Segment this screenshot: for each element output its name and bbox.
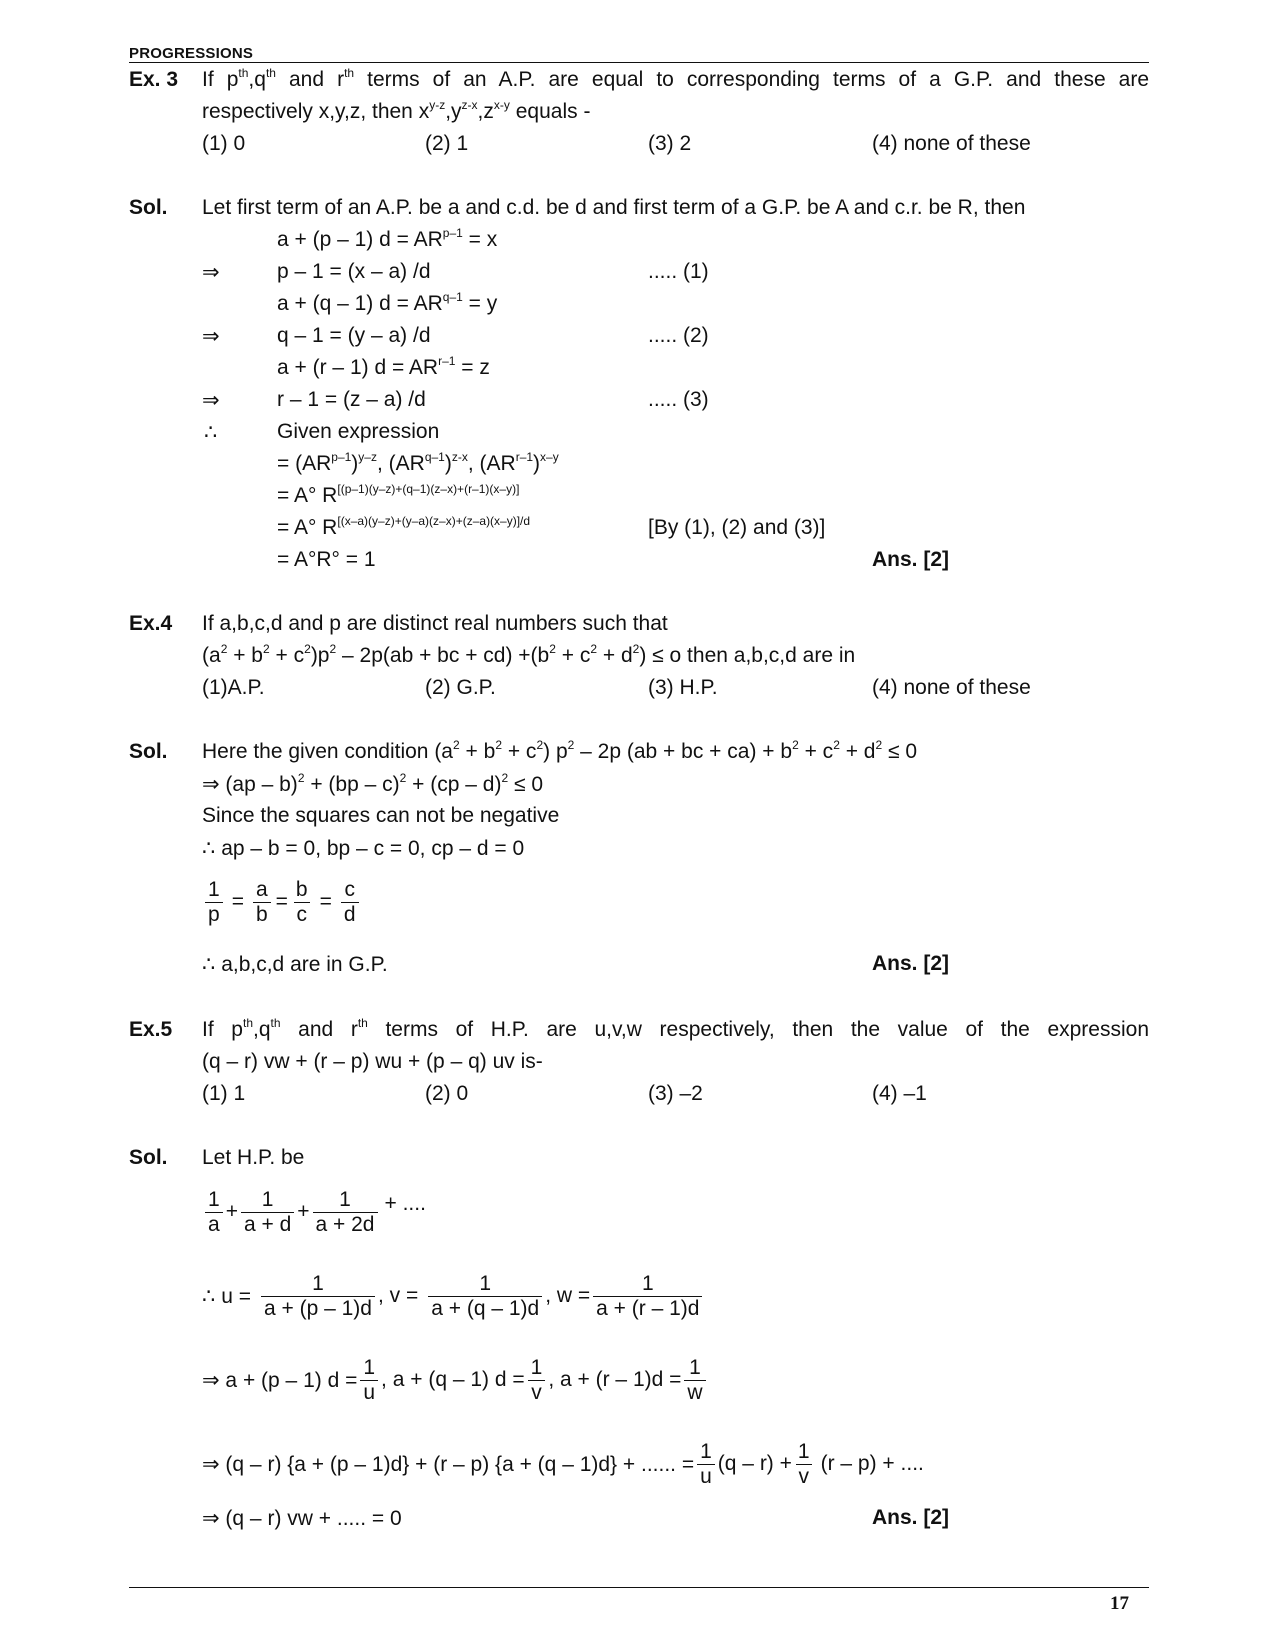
ex3-given-expression: Given expression (277, 420, 440, 443)
implies-symbol: ⇒ (202, 325, 220, 348)
ex5-hp-series: $\frac{1}{a}$ + $\frac{1}{a + d}$ + $\frac{1}{a + 2d}$ + .... (202, 1188, 426, 1236)
ex5-reciprocal-relations: ⇒ a + (p – 1) d = $\frac{1}{u}$ , a + (q – 1) d = $\frac{1}{v}$ , a + (r – 1)d = $\frac{1}{w}$ (202, 1356, 709, 1404)
ex4-sol-label: Sol. (129, 740, 168, 763)
fraction: $\frac{c}{d}$ (341, 878, 359, 926)
ex4-label: Ex.4 (129, 612, 173, 635)
ex3-sol-intro: Let first term of an A.P. be a and c.d. be d and first term of a G.P. be A and c.r. be R, then (202, 196, 1026, 219)
running-header: PROGRESSIONS (129, 45, 254, 62)
ex4-sol-line-4: ∴ ap – b = 0, bp – c = 0, cp – d = 0 (202, 837, 525, 860)
fraction: $\frac{1}{a}$ (205, 1188, 223, 1236)
ex3-eq-8: = $(AR^{p-1})^{y-z}$, $(AR^{q-1})^{z-x}$, $(AR^{r-1})^{x-y}$ (277, 450, 559, 475)
ex5-answer: Ans. [2] (872, 1506, 950, 1529)
ex4-sol-line-3: Since the squares can not be negative (202, 804, 560, 827)
ex3-eq-ref-3: ..... (3) (648, 388, 709, 411)
ex4-ratio-fractions: $\frac{1}{p}$ = $\frac{a}{b}$ = $\frac{b}{c}$ = $\frac{c}{d}$ (202, 878, 362, 926)
ex5-sol-label: Sol. (129, 1146, 168, 1169)
ex3-question-line-2: respectively x,y,z, then $x^{y-z},y^{z-x},z^{x-y}$ equals - (202, 98, 591, 123)
fraction: $\frac{a}{b}$ (253, 878, 271, 926)
ex3-sol-label: Sol. (129, 196, 168, 219)
ex3-eq-10: = A° $R^{[(x-a)(y-z)+(y-a)(z-x)+(z-a)(x-y)]/d}$ (277, 514, 531, 539)
fraction: $\frac{1}{a + (p - 1)d}$ (261, 1272, 375, 1320)
ex3-option-1: (1) 0 (202, 132, 246, 155)
ex3-answer: Ans. [2] (872, 548, 950, 571)
ex3-eq-3: a + (q – 1) $d = AR^{q-1} = y$ (277, 290, 498, 315)
fraction: $\frac{1}{a + 2d}$ (313, 1188, 378, 1236)
ex3-eq-4: q – 1 = (y – a) /d (277, 324, 431, 347)
ex4-answer: Ans. [2] (872, 952, 950, 975)
ex3-eq-2: p – 1 = (x – a) /d (277, 260, 431, 283)
ex3-label: Ex. 3 (129, 68, 179, 91)
ex5-option-2: (2) 0 (425, 1082, 469, 1105)
ex4-option-2: (2) G.P. (425, 676, 496, 699)
ex5-question-line-1: If $p^{th},q^{th}$ and $r^{th}$ terms of H.P. are u,v,w respectively, then the value of the expression (202, 1016, 1150, 1041)
header-rule (129, 62, 1149, 63)
ex4-sol-conclusion: ∴ a,b,c,d are in G.P. (202, 953, 388, 976)
ex4-sol-line-1: Here the given condition $(a^2 + b^2 + c^2)$ $p^2 - 2p$ (ab + bc + $ca) + b^2 + c^2 + d^2 \le 0$ (202, 738, 918, 763)
ex5-uvw-definitions: ∴ u = $\frac{1}{a + (p - 1)d}$ , v = $\frac{1}{a + (q - 1)d}$ , w = $\frac{1}{a + (r - 1)d}$ (202, 1272, 705, 1320)
ex4-option-4: (4) none of these (872, 676, 1031, 699)
ex5-expansion: ⇒ (q – r) {a + (p – 1)d} + (r – p) {a + (q – 1)d} + ...... = $\frac{1}{u}$ (q – r) + $\frac{1}{v}$ (r – p) + .... (202, 1440, 924, 1488)
fraction: $\frac{1}{v}$ (795, 1440, 813, 1488)
ex3-eq-5: a + (r – 1) $d = AR^{r-1} = z$ (277, 354, 490, 379)
fraction: $\frac{1}{a + (r - 1)d}$ (593, 1272, 702, 1320)
fraction: $\frac{1}{p}$ (205, 878, 223, 926)
footer-rule (129, 1587, 1149, 1588)
fraction: $\frac{1}{w}$ (684, 1356, 705, 1404)
ex5-label: Ex.5 (129, 1018, 173, 1041)
page-number: 17 (1110, 1593, 1129, 1614)
ex5-sol-line-1: Let H.P. be (202, 1146, 305, 1169)
fraction: $\frac{1}{v}$ (528, 1356, 546, 1404)
ex3-eq-6: r – 1 = (z – a) /d (277, 388, 426, 411)
ex3-option-4: (4) none of these (872, 132, 1031, 155)
ex3-eq-ref-2: ..... (2) (648, 324, 709, 347)
ex3-eq-1: a + (p – 1) $d = AR^{p-1} = x$ (277, 226, 498, 251)
fraction: $\frac{1}{u}$ (360, 1356, 378, 1404)
ex4-option-1: (1)A.P. (202, 676, 265, 699)
therefore-symbol: ∴ (204, 421, 218, 444)
ex3-option-2: (2) 1 (425, 132, 469, 155)
ex4-option-3: (3) H.P. (648, 676, 718, 699)
ex4-sol-line-2: ⇒ (ap – b)$^2$ + (bp – c)$^2$ + (cp – d)$^2$ ≤ 0 (202, 771, 544, 796)
ex3-eq-10-ref: [By (1), (2) and (3)] (648, 516, 826, 539)
fraction: $\frac{1}{a + (q - 1)d}$ (428, 1272, 542, 1320)
ex5-question-line-2: (q – r) vw + (r – p) wu + (p – q) uv is- (202, 1050, 543, 1073)
fraction: $\frac{b}{c}$ (293, 878, 311, 926)
fraction: $\frac{1}{a + d}$ (241, 1188, 294, 1236)
ex4-question-line-1: If a,b,c,d and p are distinct real numbers such that (202, 612, 668, 635)
ex3-question-line-1: If $p^{th},q^{th}$ and $r^{th}$ terms of an A.P. are equal to corresponding terms of a G.P. and these are (202, 66, 1150, 91)
ex5-option-3: (3) –2 (648, 1082, 703, 1105)
ex3-option-3: (3) 2 (648, 132, 692, 155)
ex3-eq-11: = A°R° = 1 (277, 548, 376, 571)
ex3-eq-ref-1: ..... (1) (648, 260, 709, 283)
ex5-final-line: ⇒ (q – r) vw + ..... = 0 (202, 1507, 402, 1530)
implies-symbol: ⇒ (202, 261, 220, 284)
implies-symbol: ⇒ (202, 389, 220, 412)
ex3-eq-9: = A° R[(p–1)(y–z)+(q–1)(z–x)+(r–1)(x–y)] (277, 482, 520, 507)
ex5-option-4: (4) –1 (872, 1082, 927, 1105)
fraction: $\frac{1}{u}$ (697, 1440, 715, 1488)
ex5-option-1: (1) 1 (202, 1082, 246, 1105)
ex4-question-line-2: $(a^2 + b^2 + c^2)p^2 - 2p(ab$ + bc + $cd) +(b^2 + c^2 + d^2) \le o$ then a,b,c,d are in (202, 642, 856, 667)
